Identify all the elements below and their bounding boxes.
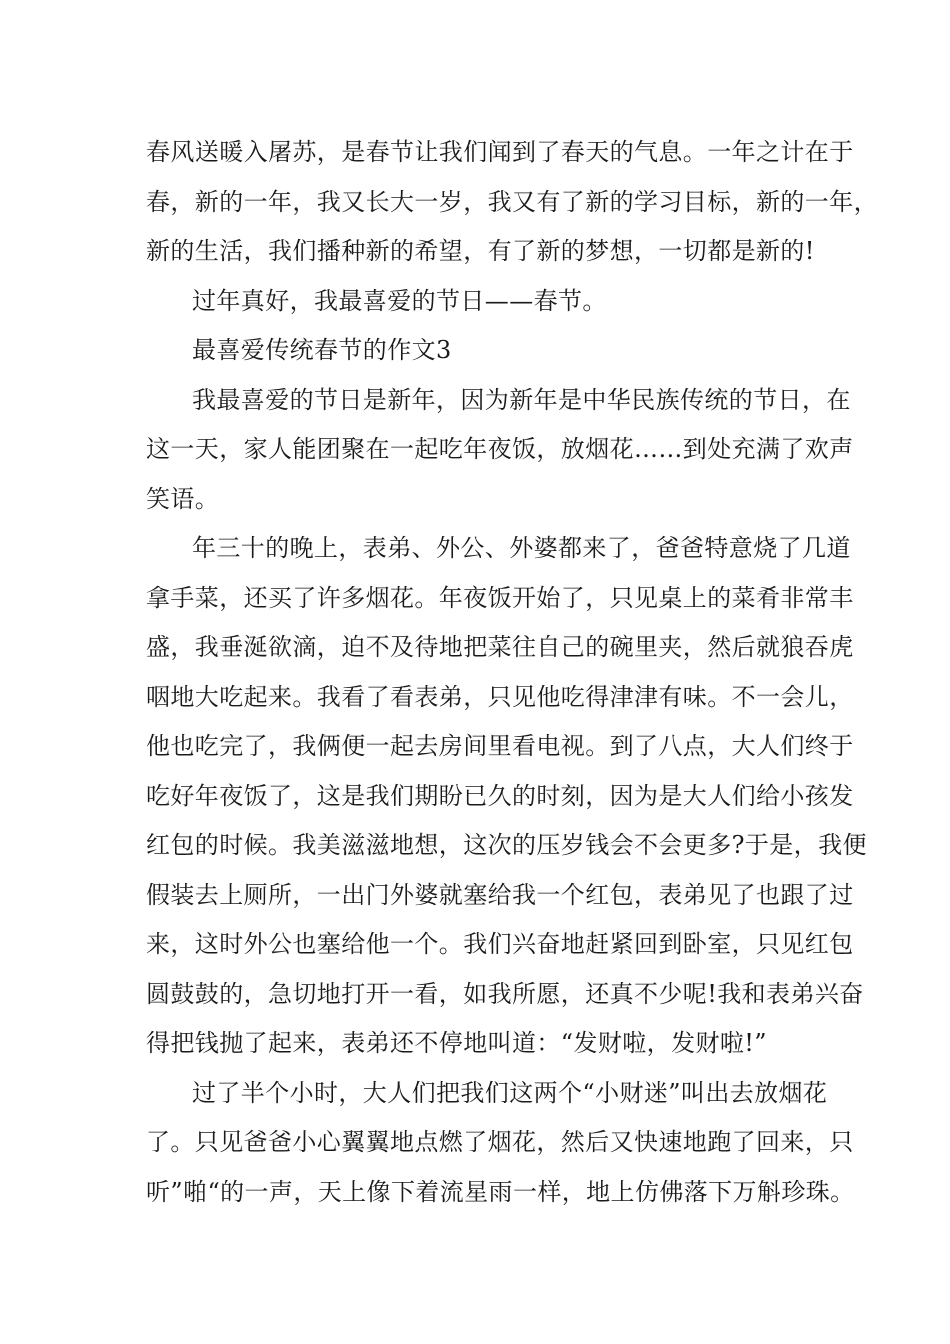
paragraph-2	[146, 277, 826, 327]
text-line: 笑语。	[146, 484, 220, 513]
text-line: 新的生活，我们播种新的希望，有了新的梦想，一切都是新的!	[146, 237, 815, 265]
text-line: 咽地大吃起来。我看了看表弟，只见他吃得津津有味。不一会儿，	[146, 682, 854, 711]
text-line: 圆鼓鼓的，急切地打开一看，如我所愿，还真不少呢!我和表弟兴奋	[146, 979, 864, 1008]
text-line: 他也吃完了，我俩便一起去房间里看电视。到了八点，大人们终于	[146, 732, 854, 760]
text-line: 吃好年夜饭了，这是我们期盼已久的时刻，因为是大人们给小孩发	[146, 781, 854, 810]
text-line: 得把钱抛了起来，表弟还不停地叫道：“发财啦，发财啦!”	[146, 1029, 767, 1057]
paragraph-5	[146, 1069, 855, 1218]
text-line: 盛，我垂涎欲滴，迫不及待地把菜往自己的碗里夹，然后就狼吞虎	[146, 633, 854, 661]
paragraph-3	[146, 376, 854, 525]
text-line: 年三十的晚上，表弟、外公、外婆都来了，爸爸特意烧了几道	[192, 534, 851, 562]
document-body	[146, 128, 878, 1217]
text-line: 了。只见爸爸小心翼翼地点燃了烟花，然后又快速地跑了回来，只	[146, 1128, 854, 1156]
essay-title: 最喜爱传统春节的作文3	[192, 336, 452, 364]
text-line: 这一天，家人能团聚在一起吃年夜饭，放烟花……到处充满了欢声	[146, 435, 854, 463]
text-line: 来，这时外公也塞给他一个。我们兴奋地赶紧回到卧室，只见红包	[146, 930, 854, 958]
section-heading	[146, 326, 826, 376]
text-line: 拿手菜，还买了许多烟花。年夜饭开始了，只见桌上的菜肴非常丰	[146, 583, 854, 612]
paragraph-4	[146, 524, 867, 1069]
text-line: 过了半个小时，大人们把我们这两个“小财迷”叫出去放烟花	[192, 1078, 828, 1107]
text-line: 听”啪“的一声，天上像下着流星雨一样，地上仿佛落下万斛珍珠。	[146, 1177, 855, 1206]
text-line: 过年真好，我最喜爱的节日——春节。	[192, 286, 607, 315]
paragraph-1	[146, 128, 878, 277]
text-line: 假装去上厕所，一出门外婆就塞给我一个红包，表弟见了也跟了过	[146, 880, 854, 909]
text-line: 我最喜爱的节日是新年，因为新年是中华民族传统的节日，在	[192, 385, 851, 414]
text-line: 春，新的一年，我又长大一岁，我又有了新的学习目标，新的一年，	[146, 187, 878, 216]
text-line: 春风送暖入屠苏，是春节让我们闻到了春天的气息。一年之计在于	[146, 138, 854, 166]
text-line: 红包的时候。我美滋滋地想，这次的压岁钱会不会更多?于是，我便	[146, 831, 867, 859]
